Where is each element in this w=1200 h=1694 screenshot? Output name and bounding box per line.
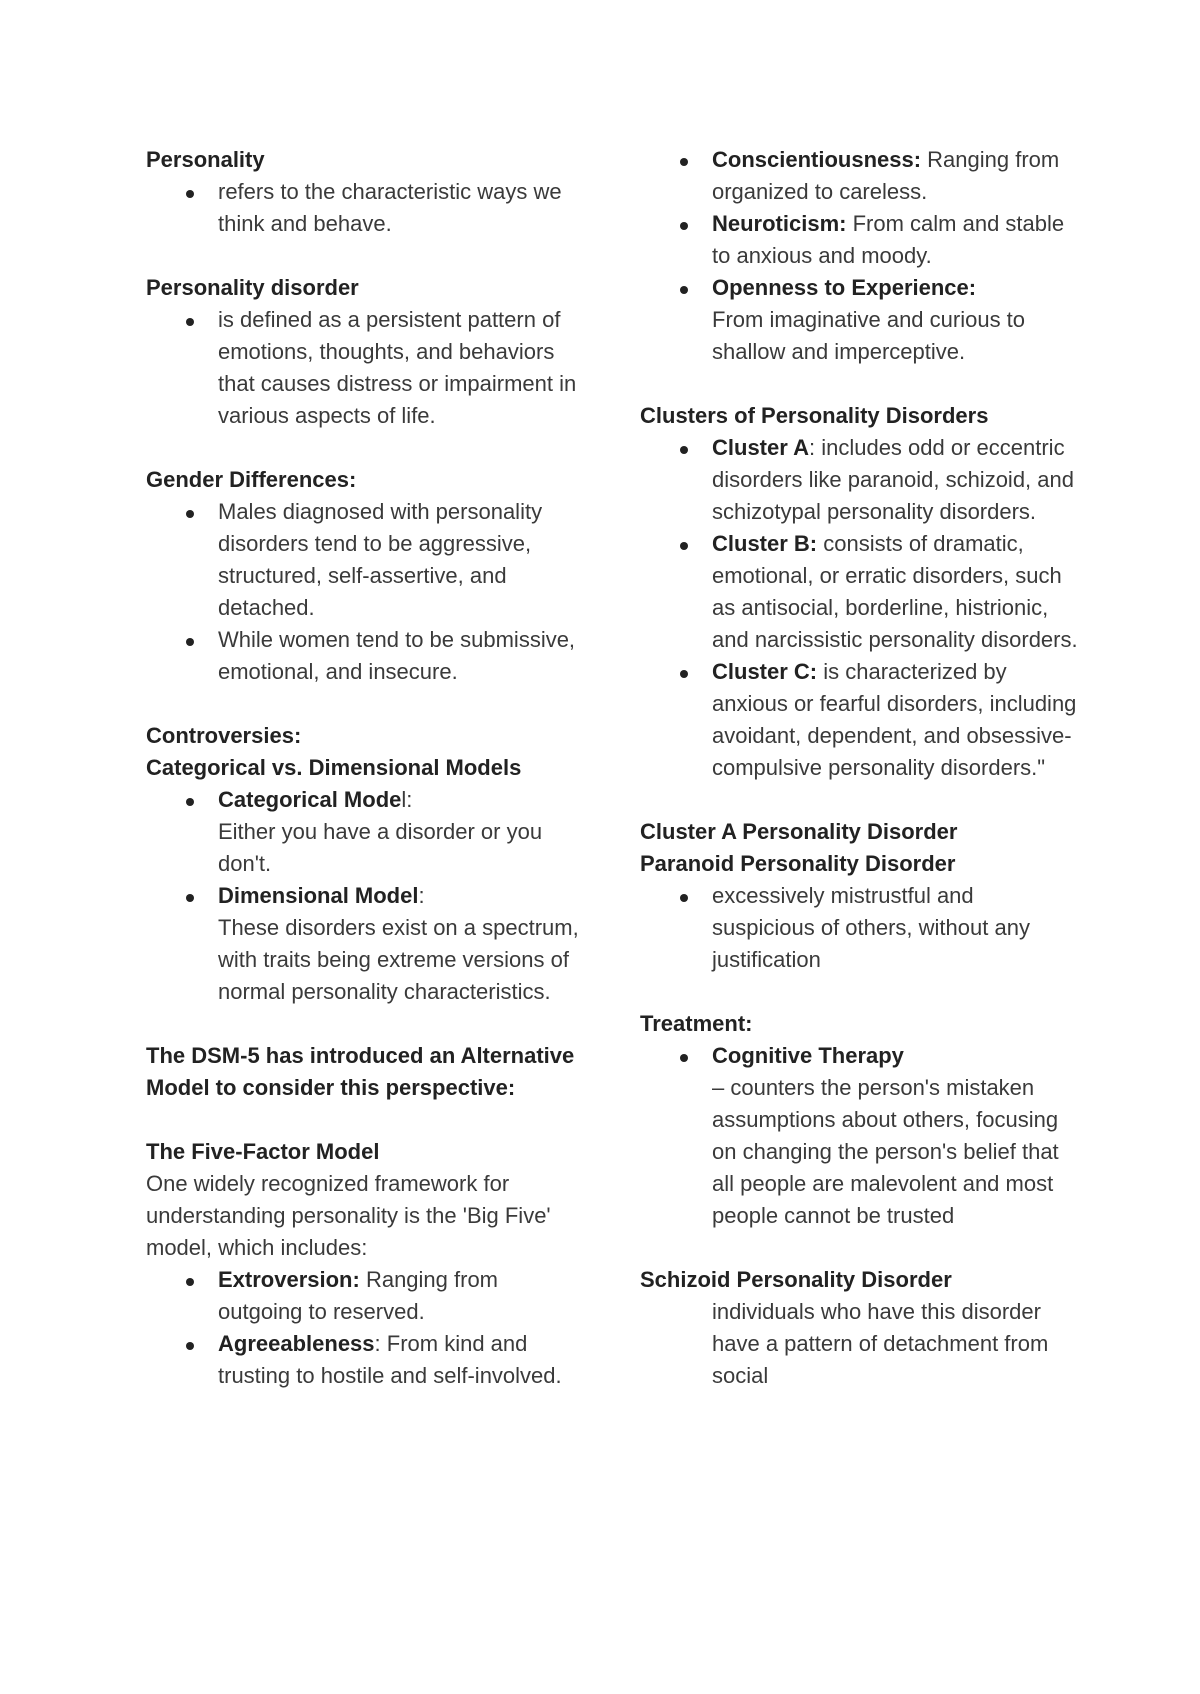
five-factor-intro: One widely recognized framework for understanding personality is the 'Big Five' model, which includes: <box>146 1171 551 1260</box>
models-subheading: Categorical vs. Dimensional Models <box>146 755 522 780</box>
list-item <box>146 1264 586 1328</box>
cluster-a-heading: Cluster A Personality Disorder <box>640 819 958 844</box>
clusters-heading: Clusters of Personality Disorders <box>640 403 989 428</box>
extroversion-text: Ranging from outgoing to reserved. <box>218 1267 499 1324</box>
five-factor-list-left <box>146 1264 586 1392</box>
cluster-a-term: Cluster A <box>712 435 809 460</box>
cluster-c-term: Cluster C: <box>712 659 818 684</box>
paranoid-list <box>640 880 1080 976</box>
left-column <box>146 144 586 1392</box>
list-item <box>640 656 1080 784</box>
dimensional-model-text: These disorders exist on a spectrum, with traits being extreme versions of normal personality characteristics. <box>218 915 579 1004</box>
list-item <box>640 272 1080 368</box>
list-item: Males diagnosed with personality disorders tend to be aggressive, structured, self-assertive, and detached. <box>146 496 586 624</box>
categorical-model-colon: : <box>406 787 413 812</box>
cognitive-therapy-term: Cognitive Therapy <box>712 1043 904 1068</box>
cluster-b-term: Cluster B: <box>712 531 818 556</box>
gender-differences-section <box>146 464 586 688</box>
schizoid-text: individuals who have this disorder have a pattern of detachment from social <box>712 1299 1049 1388</box>
list-item: is defined as a persistent pattern of emotions, thoughts, and behaviors that causes distress or impairment in various aspects of life. <box>146 304 586 432</box>
controversies-section <box>146 720 586 1008</box>
treatment-heading: Treatment: <box>640 1011 753 1036</box>
list-item <box>146 880 586 1008</box>
personality-disorder-section <box>146 272 586 432</box>
list-item <box>146 784 586 880</box>
right-column <box>640 144 1080 1392</box>
dsm5-section <box>146 1040 586 1104</box>
list-item <box>146 1328 586 1392</box>
five-factor-continued <box>640 144 1080 368</box>
extroversion-term: Extroversion: <box>218 1267 360 1292</box>
personality-disorder-heading: Personality disorder <box>146 275 359 300</box>
cluster-c-text: is characterized by anxious or fearful disorders, including avoidant, dependent, and obsessive-compulsive personality disorders." <box>712 659 1077 780</box>
gender-differences-list <box>146 496 586 688</box>
categorical-model-text: Either you have a disorder or you don't. <box>218 819 543 876</box>
list-item: refers to the characteristic ways we think and behave. <box>146 176 586 240</box>
openness-text: From imaginative and curious to shallow and imperceptive. <box>712 307 1026 364</box>
list-item: excessively mistrustful and suspicious of others, without any justification <box>640 880 1080 976</box>
cluster-a-text: : includes odd or eccentric disorders like paranoid, schizoid, and schizotypal personality disorders. <box>712 435 1074 524</box>
list-item <box>640 144 1080 208</box>
cluster-a-section <box>640 816 1080 976</box>
list-item <box>640 208 1080 272</box>
models-list <box>146 784 586 1008</box>
list-item: While women tend to be submissive, emotional, and insecure. <box>146 624 586 688</box>
categorical-model-term-tail: l <box>401 787 407 812</box>
five-factor-list-right <box>640 144 1080 368</box>
five-factor-section <box>146 1136 586 1392</box>
treatment-section <box>640 1008 1080 1232</box>
schizoid-section <box>640 1264 1080 1392</box>
conscientiousness-text: Ranging from organized to careless. <box>712 147 1060 204</box>
personality-section <box>146 144 586 240</box>
neuroticism-text: From calm and stable to anxious and moody. <box>712 211 1065 268</box>
conscientiousness-term: Conscientiousness: <box>712 147 922 172</box>
controversies-heading: Controversies: <box>146 723 302 748</box>
gender-differences-heading: Gender Differences: <box>146 467 357 492</box>
clusters-section <box>640 400 1080 784</box>
personality-disorder-list <box>146 304 586 432</box>
five-factor-heading: The Five-Factor Model <box>146 1139 380 1164</box>
list-item <box>640 1040 1080 1232</box>
list-item <box>640 528 1080 656</box>
personality-list <box>146 176 586 240</box>
clusters-list <box>640 432 1080 784</box>
categorical-model-term: Categorical Mode <box>218 787 402 812</box>
list-item <box>640 432 1080 528</box>
dimensional-model-term: Dimensional Model <box>218 883 419 908</box>
cluster-b-text: consists of dramatic, emotional, or erratic disorders, such as antisocial, borderline, histrionic, and narcissistic personality disorders. <box>712 531 1078 652</box>
paranoid-subheading: Paranoid Personality Disorder <box>640 851 956 876</box>
openness-term: Openness to Experience: <box>712 275 977 300</box>
treatment-list <box>640 1040 1080 1232</box>
neuroticism-term: Neuroticism: <box>712 211 847 236</box>
dsm5-heading: The DSM-5 has introduced an Alternative Model to consider this perspective: <box>146 1043 575 1100</box>
agreeableness-text: : From kind and trusting to hostile and self-involved. <box>218 1331 562 1388</box>
dimensional-model-colon: : <box>418 883 425 908</box>
personality-heading: Personality <box>146 147 265 172</box>
cognitive-therapy-text: – counters the person's mistaken assumptions about others, focusing on changing the person's belief that all people are malevolent and most people cannot be trusted <box>712 1075 1059 1228</box>
agreeableness-term: Agreeableness <box>218 1331 375 1356</box>
schizoid-heading: Schizoid Personality Disorder <box>640 1267 952 1292</box>
